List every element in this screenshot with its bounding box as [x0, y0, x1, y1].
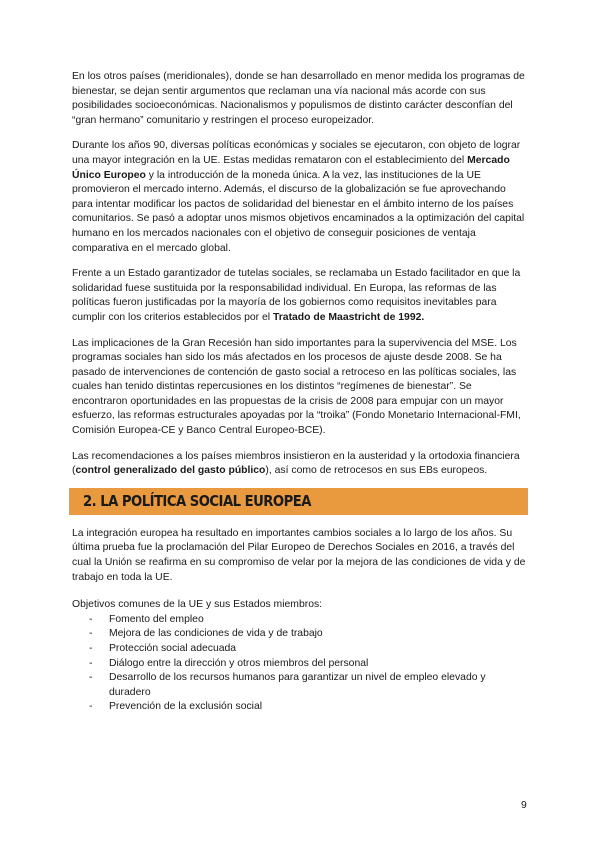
section-heading: 2. LA POLÍTICA SOCIAL EUROPEA [83, 492, 311, 511]
list-item [72, 700, 528, 715]
dash-bullet: - [89, 613, 93, 625]
list-item-text: Mejora de las condiciones de vida y de trabajo [109, 628, 323, 640]
list-item [72, 627, 528, 642]
paragraph-text: ), así como de retrocesos en sus EBs europeos. [265, 465, 488, 477]
list-item [72, 657, 528, 672]
paragraph-european-integration: La integración europea ha resultado en importantes cambios sociales a lo largo de los años. Su última prueba fue la proclamación del Pilar Europeo de Derechos Sociales en 2016, a través del cual la Unión se reafirma en su compromiso de velar por la mejora de las condiciones de vida y de trabajo en toda la UE. [72, 527, 526, 583]
list-item-text: Fomento del empleo [109, 613, 204, 625]
page-number: 9 [521, 800, 527, 811]
dash-bullet: - [89, 701, 93, 713]
document-page [72, 70, 528, 715]
list-item-text: Diálogo entre la dirección y otros miembros del personal [109, 657, 369, 669]
paragraph-facilitator-state [72, 267, 528, 325]
section-heading-bar [69, 488, 528, 515]
list-item-text: Protección social adecuada [109, 643, 237, 654]
objectives-list [72, 613, 528, 715]
list-item-text: Desarrollo de los recursos humanos para garantizar un nivel de empleo elevado y duradero [109, 672, 486, 698]
bold-term-mercado-unico: Mercado Único Europeo [72, 154, 510, 181]
dash-bullet: - [89, 672, 93, 684]
paragraph-great-recession: Las implicaciones de la Gran Recesión han sido importantes para la supervivencia del MSE. Los programas sociales han sido los más afectados en los procesos de ajuste desde 2008. Se ha pasado de intervenciones de contención de gasto social a retroceso en las políticas sociales, las cuales han tenido distintas repercusiones en los distintos “regímenes de bienestar”. Se encontraron oportunidades en las propuestas de la crisis de 2008 para empujar con un mayor esfuerzo, las reformas estructurales apoyadas por la “troika” (Fondo Monetario Internacional-FMI, Comisión Europea-CE y Banco Central Europeo-BCE). [72, 337, 521, 437]
paragraph-recommendations [72, 450, 528, 479]
dash-bullet: - [89, 643, 93, 654]
paragraph-text: Frente a un Estado garantizador de tutelas sociales, se reclamaba un Estado facilitador en que la solidaridad fuese sustituida por la responsabilidad individual. En Europa, las reformas de las políticas fueron justificadas por la mayoría de los gobiernos como requisitos inevitables para cumplir con los criterios establecidos por el [72, 268, 521, 323]
paragraph-text: y la introducción de la moneda única. A la vez, las instituciones de la UE promovieron el mercado interno. Además, el discurso de la globalización se fue aprovechando para intentar modificar los pactos de solidaridad del bienestar en el ámbito interno de los países comunitarios. Se pasó a adoptar unos mismos objetivos encaminados a la optimización del capital humano en los mercados nacionales con el objetivo de conseguir posiciones de ventaja comparativa en el mercado global. [72, 169, 525, 254]
paragraph-nineties-integration [72, 139, 528, 256]
paragraph-meridional-countries: En los otros países (meridionales), donde se han desarrollado en menor medida los programas de bienestar, se dejan sentir argumentos que reclaman una vía nacional más acorde con sus posibilidades socioeconómicas. Nacionalismos y populismos de distinto carácter desconfían del “gran hermano” comunitario y restringen el proceso europeizador. [72, 71, 525, 126]
list-item-text: Prevención de la exclusión social [109, 701, 263, 713]
paragraph-text: Las recomendaciones a los países miembros insistieron en la austeridad y la ortodoxia financiera ( [72, 450, 520, 477]
list-item [72, 642, 528, 657]
paragraph-text: Durante los años 90, diversas políticas económicas y sociales se ejecutaron, con objeto de lograr una mayor integración en la UE. Estas medidas remataron con el establecimiento del [72, 140, 521, 166]
dash-bullet: - [89, 657, 93, 669]
dash-bullet: - [89, 628, 93, 640]
list-item [72, 671, 528, 700]
bold-term-maastricht: Tratado de Maastricht de 1992. [272, 311, 425, 323]
list-item [72, 613, 528, 628]
bold-term-control-gasto: control generalizado del gasto público [75, 465, 266, 477]
objectives-title: Objetivos comunes de la UE y sus Estados miembros: [72, 599, 323, 611]
